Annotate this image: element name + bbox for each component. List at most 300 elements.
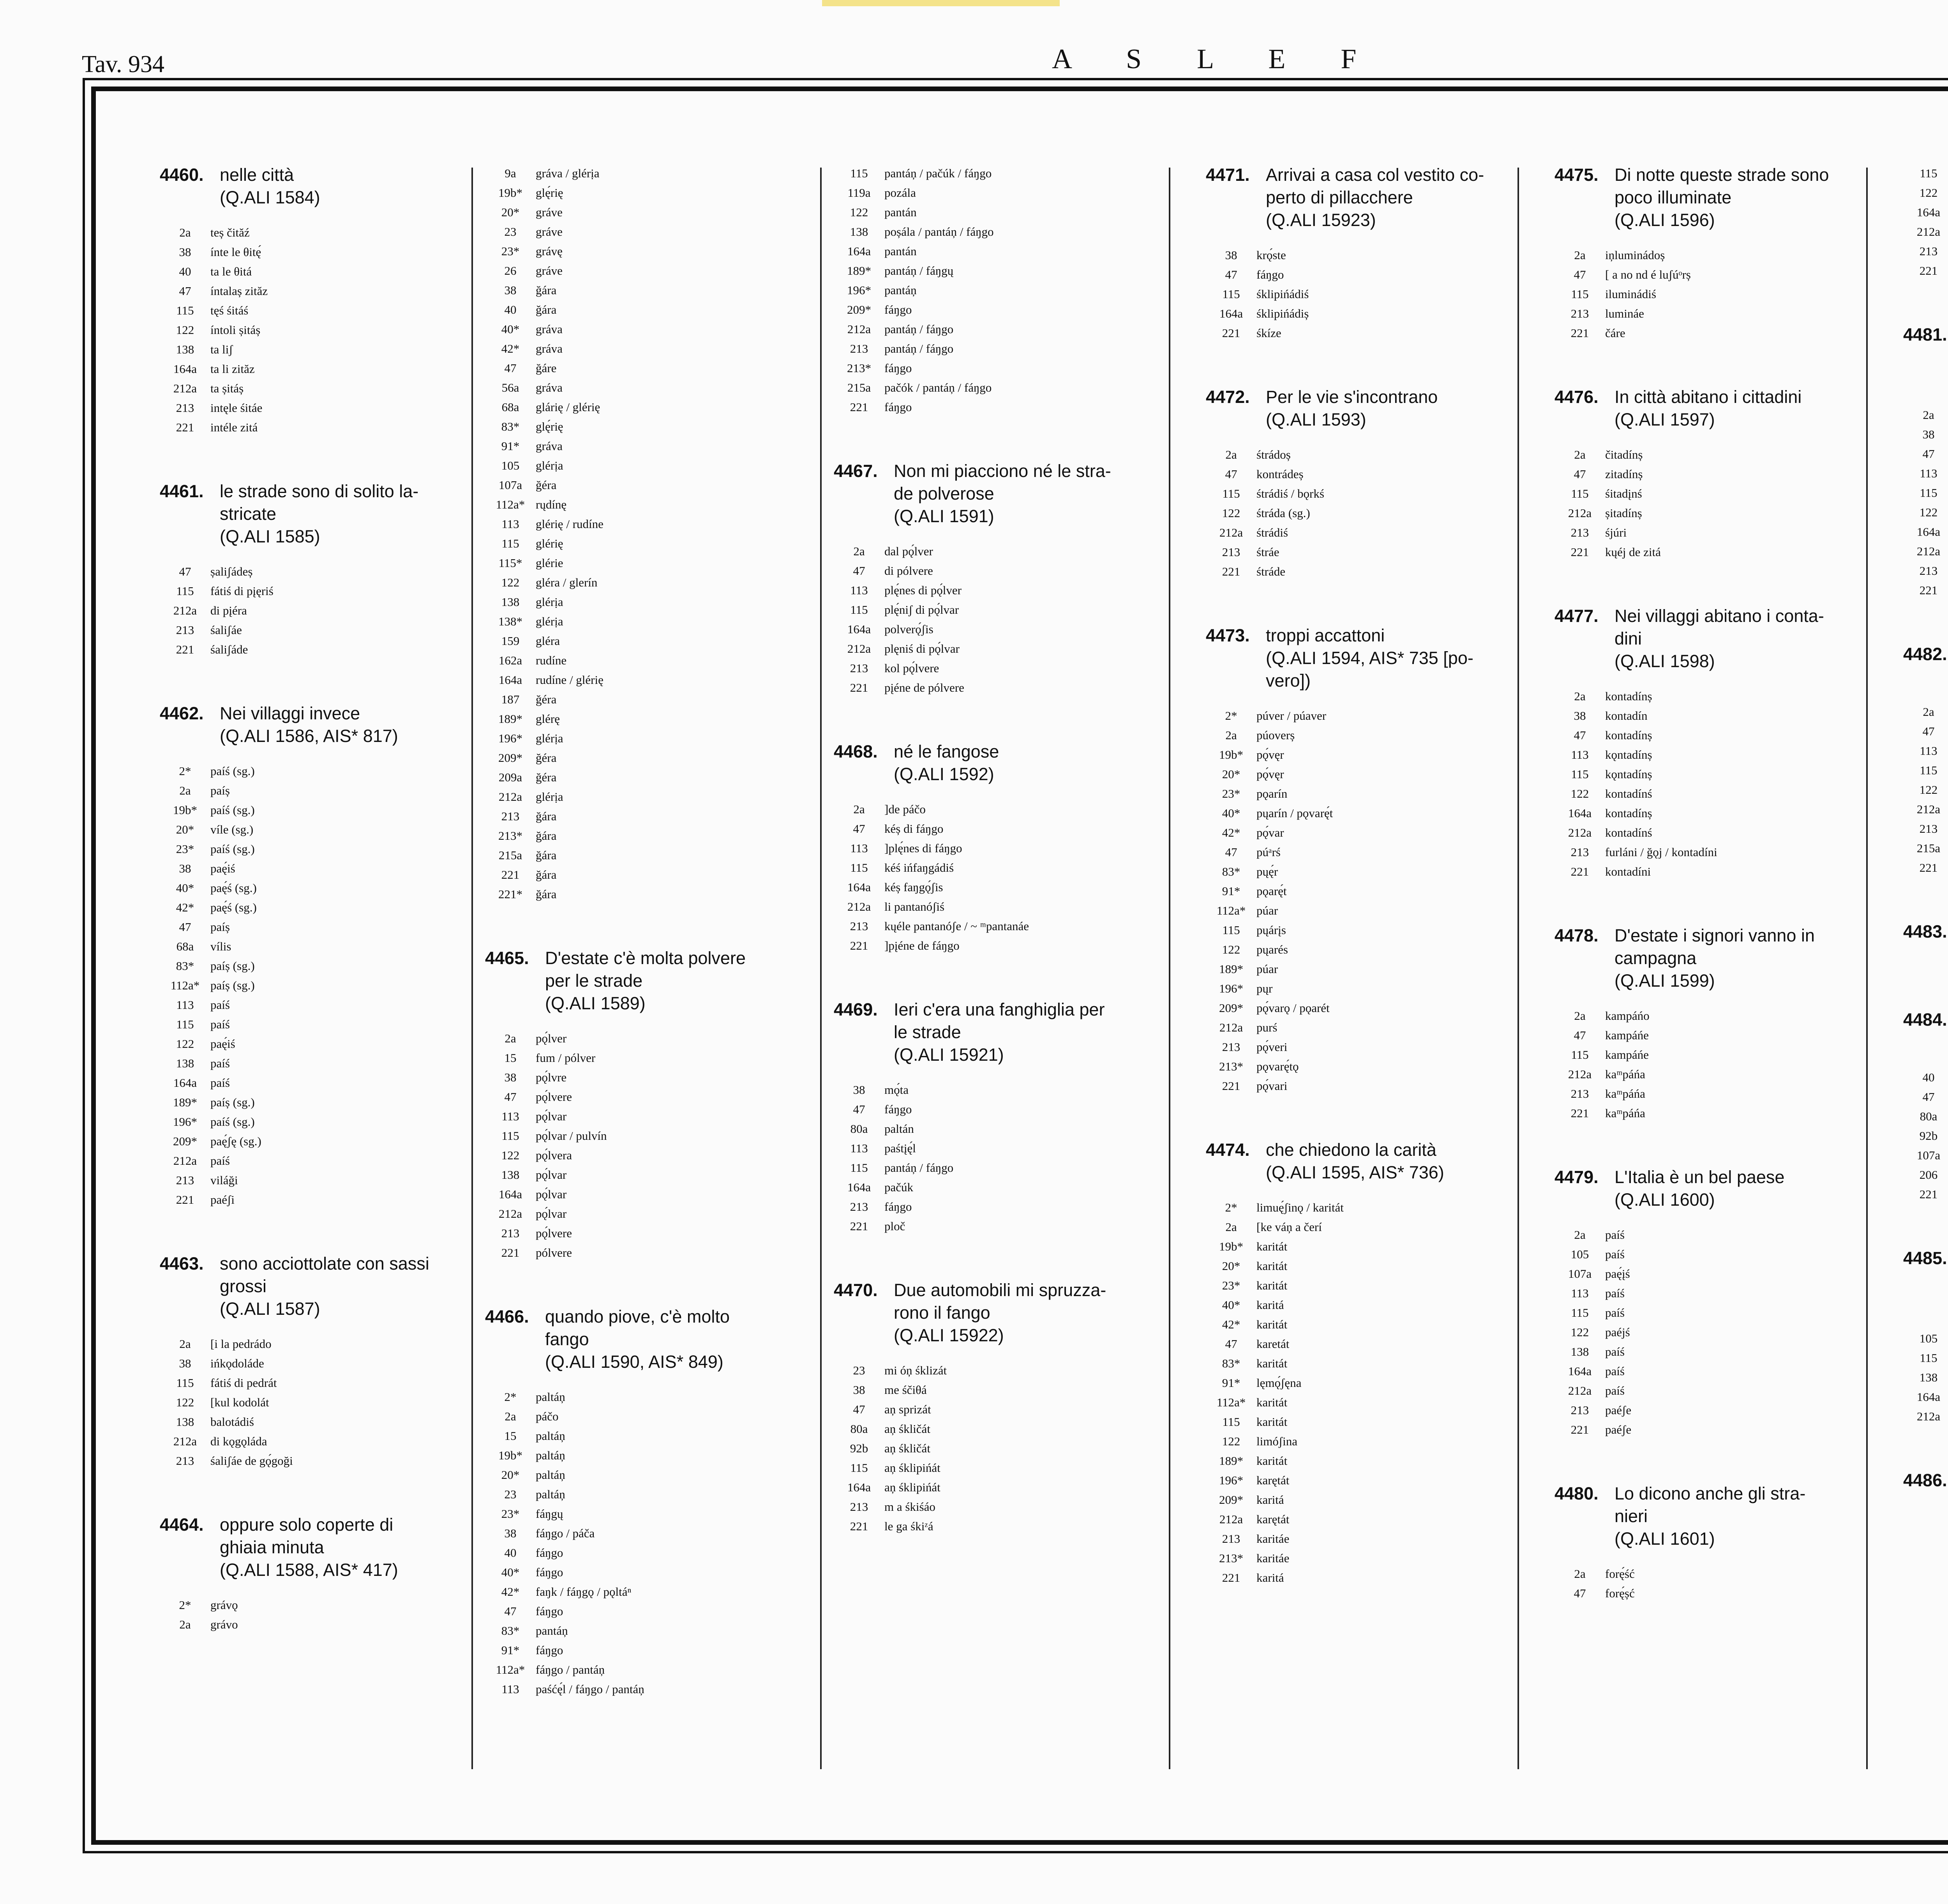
- survey-point: 164a: [498, 673, 522, 687]
- dialect-form: fáŋgo: [536, 1604, 563, 1618]
- list-item: [834, 620, 1161, 639]
- list-item: [485, 885, 812, 904]
- survey-point: 47: [1574, 268, 1586, 281]
- dialect-form: pǫ́lvera: [536, 1148, 572, 1162]
- entry-heading: [1206, 386, 1506, 408]
- entry-heading: [834, 998, 1161, 1044]
- survey-point: 212a: [1219, 1512, 1243, 1526]
- list-item: [1555, 1362, 1854, 1381]
- dialect-form: púᵃrś: [1256, 845, 1281, 859]
- survey-point: 23: [504, 1487, 517, 1501]
- forms-list: [834, 1361, 1161, 1536]
- dialect-form: pantáņ / fáŋgų: [884, 264, 954, 277]
- forms-list: [1903, 164, 1948, 281]
- dialect-form: gráva: [536, 322, 563, 336]
- survey-point: 83*: [176, 959, 194, 973]
- survey-point: 115: [176, 304, 194, 317]
- list-item: [485, 1387, 812, 1407]
- entry: [1555, 605, 1854, 881]
- list-item: [834, 261, 1161, 281]
- dialect-form: le ga śkiᶻá: [884, 1519, 933, 1533]
- list-item: [160, 620, 460, 640]
- dialect-form: čáre: [1605, 326, 1625, 340]
- column-separator: [471, 168, 473, 1769]
- dialect-form: ğára: [536, 829, 557, 842]
- survey-point: 23: [853, 1364, 865, 1377]
- entry-title: D'estate c'è molta polvere per le strade: [545, 948, 746, 991]
- forms-list: [1903, 1068, 1948, 1204]
- dialect-form: glárię / glérię: [536, 400, 600, 414]
- list-item: [485, 1660, 812, 1680]
- list-item: [1555, 1245, 1854, 1264]
- dialect-form: śitadįnś: [1605, 487, 1642, 500]
- survey-point: 47: [1225, 845, 1237, 859]
- entry-title: sono acciottolate con sassi grossi: [220, 1254, 429, 1296]
- survey-point: 80a: [850, 1122, 868, 1136]
- entry-number: 4485.: [1903, 1248, 1947, 1268]
- forms-list: [1555, 246, 1854, 343]
- survey-point: 212a: [498, 1207, 522, 1220]
- survey-point: 213: [501, 1226, 520, 1240]
- list-item: [1903, 1126, 1948, 1146]
- dialect-form: paíś: [210, 1056, 230, 1070]
- survey-point: 212a: [173, 1434, 197, 1448]
- survey-point: 213: [1919, 822, 1938, 835]
- dialect-form: glérịa: [536, 615, 563, 628]
- list-item: [1206, 959, 1506, 979]
- survey-point: 189*: [173, 1095, 197, 1109]
- survey-point: 215a: [498, 848, 522, 862]
- forms-list: [1206, 1198, 1506, 1588]
- survey-point: 213: [1222, 1040, 1240, 1054]
- column-3: [834, 164, 1161, 1536]
- survey-point: 122: [501, 576, 520, 589]
- dialect-form: aņ sprizát: [884, 1402, 931, 1416]
- survey-point: 47: [1574, 1028, 1586, 1042]
- dialect-form: șitadínș: [1605, 506, 1642, 520]
- forms-list: [834, 164, 1161, 417]
- forms-list: [160, 761, 460, 1210]
- dialect-form: glérịa: [536, 595, 563, 609]
- dialect-form: kontadínś: [1605, 787, 1652, 800]
- dialect-form: lęmǫ́ʃęna: [1256, 1376, 1302, 1390]
- list-item: [1903, 561, 1948, 581]
- survey-point: 115: [1920, 166, 1937, 180]
- entry-number: 4470.: [834, 1280, 878, 1300]
- forms-list: [1903, 702, 1948, 878]
- list-item: [834, 1100, 1161, 1119]
- list-item: [834, 320, 1161, 339]
- dialect-form: grávo: [210, 1618, 238, 1631]
- forms-list: [1206, 246, 1506, 343]
- entry: [1903, 1009, 1948, 1204]
- dialect-form: čitadínș: [1605, 448, 1643, 461]
- dialect-form: púoverș: [1256, 728, 1295, 742]
- list-item: [485, 320, 812, 339]
- entry-title: nelle città: [220, 165, 294, 185]
- survey-point: 2*: [504, 1390, 517, 1404]
- survey-point: 221: [1919, 861, 1938, 874]
- survey-point: 23: [504, 225, 517, 238]
- survey-point: 2a: [1574, 689, 1586, 703]
- survey-point: 122: [1919, 783, 1938, 797]
- list-item: [1555, 304, 1854, 323]
- list-item: [1903, 1087, 1948, 1107]
- dialect-form: pǫ́var: [1256, 826, 1284, 839]
- list-item: [160, 800, 460, 820]
- survey-point: 213: [1570, 845, 1589, 859]
- dialect-form: pantáņ / fáŋgo: [884, 342, 954, 355]
- survey-point: 221: [501, 1246, 520, 1259]
- list-item: [1903, 464, 1948, 483]
- list-item: [160, 1393, 460, 1412]
- survey-point: 138: [1570, 1345, 1589, 1358]
- survey-point: 107a: [1568, 1267, 1592, 1281]
- list-item: [1903, 581, 1948, 600]
- list-item: [485, 807, 812, 826]
- list-item: [1903, 483, 1948, 503]
- list-item: [485, 1048, 812, 1068]
- survey-point: 164a: [847, 880, 871, 894]
- list-item: [834, 1217, 1161, 1236]
- survey-point: 221: [176, 1193, 194, 1206]
- list-item: [834, 1119, 1161, 1139]
- list-item: [1206, 1490, 1506, 1510]
- list-item: [1206, 765, 1506, 784]
- list-item: [160, 1373, 460, 1393]
- survey-point: 119a: [847, 186, 871, 200]
- list-item: [1903, 1348, 1948, 1368]
- dialect-form: śklipińádiś: [1256, 287, 1309, 301]
- survey-point: 105: [1570, 1247, 1589, 1261]
- list-item: [485, 1504, 812, 1524]
- entry: [1903, 920, 1948, 966]
- survey-point: 215a: [1916, 841, 1941, 855]
- survey-point: 212a: [1568, 506, 1592, 520]
- dialect-form: fáŋgų: [536, 1507, 563, 1521]
- survey-point: 213: [850, 1500, 868, 1514]
- survey-point: 113: [1571, 748, 1589, 761]
- dialect-form: púar: [1256, 904, 1278, 917]
- list-item: [485, 1204, 812, 1224]
- survey-point: 83*: [1222, 1356, 1240, 1370]
- list-item: [160, 581, 460, 601]
- list-item: [1206, 1373, 1506, 1393]
- list-item: [834, 1178, 1161, 1197]
- list-item: [485, 1146, 812, 1165]
- dialect-form: karitát: [1256, 1395, 1288, 1409]
- survey-point: 213: [501, 809, 520, 823]
- list-item: [834, 183, 1161, 203]
- entry: [485, 947, 812, 1263]
- dialect-form: śtráda (sg.): [1256, 506, 1310, 520]
- dialect-form: ğára: [536, 809, 557, 823]
- entry-title: In città abitano i cittadini: [1615, 387, 1802, 407]
- dialect-form: paíș: [210, 920, 230, 934]
- list-item: [1206, 940, 1506, 959]
- dialect-form: balotádiś: [210, 1415, 254, 1429]
- list-item: [485, 1426, 812, 1446]
- dialect-form: paíś: [210, 1076, 230, 1090]
- list-item: [1903, 800, 1948, 819]
- list-item: [834, 917, 1161, 936]
- dialect-form: rudíne: [536, 654, 567, 667]
- dialect-form: paę́įś: [1605, 1267, 1630, 1281]
- dialect-form: glérịa: [536, 731, 563, 745]
- dialect-form: ğéra: [536, 692, 557, 706]
- dialect-form: kampáńe: [1605, 1028, 1649, 1042]
- entry-number: 4484.: [1903, 1010, 1947, 1030]
- entry: [834, 740, 1161, 956]
- list-item: [160, 898, 460, 917]
- survey-point: 115: [1222, 1415, 1240, 1429]
- survey-point: 213: [1570, 1403, 1589, 1417]
- entry-heading: [160, 1514, 460, 1559]
- list-item: [1903, 203, 1948, 222]
- survey-point: 40*: [501, 1565, 520, 1579]
- dialect-form: intéle zitá: [210, 420, 258, 434]
- list-item: [1555, 1104, 1854, 1123]
- entry-number: 4474.: [1206, 1140, 1250, 1160]
- list-item: [834, 858, 1161, 878]
- list-item: [834, 561, 1161, 581]
- survey-point: 40: [504, 1546, 517, 1560]
- list-item: [485, 183, 812, 203]
- entry-heading: [1206, 164, 1506, 209]
- survey-point: 2*: [1225, 1201, 1237, 1214]
- list-item: [834, 359, 1161, 378]
- list-item: [834, 678, 1161, 698]
- survey-point: 20*: [1222, 767, 1240, 781]
- dialect-form: paltáņ: [536, 1429, 565, 1443]
- list-item: [1555, 542, 1854, 562]
- survey-point: 38: [179, 862, 191, 875]
- survey-point: 20*: [176, 823, 194, 836]
- list-item: [160, 1132, 460, 1151]
- dialect-form: pųárįs: [1256, 923, 1286, 937]
- survey-point: 212a: [173, 604, 197, 617]
- dialect-form: paíś: [1605, 1364, 1625, 1378]
- list-item: [160, 320, 460, 340]
- survey-point: 221: [1222, 326, 1240, 340]
- list-item: [160, 601, 460, 620]
- survey-point: 2a: [853, 544, 865, 558]
- entry-heading: [1555, 1166, 1854, 1189]
- dialect-form: gráva: [536, 381, 563, 394]
- list-item: [1206, 804, 1506, 823]
- survey-point: 115: [1571, 767, 1589, 781]
- entry: [1903, 1469, 1948, 1514]
- entry-number: 4464.: [160, 1515, 204, 1535]
- dialect-form: śtráde: [1256, 565, 1286, 578]
- entry: [834, 460, 1161, 698]
- dialect-form: pųarín / pǫvarę́t: [1256, 806, 1333, 820]
- list-item: [1555, 445, 1854, 465]
- dialect-form: śaliʃáe de gǫ́goği: [210, 1454, 293, 1468]
- survey-point: 221: [176, 643, 194, 656]
- list-item: [160, 976, 460, 995]
- survey-point: 105: [1919, 1332, 1938, 1345]
- list-item: [485, 1126, 812, 1146]
- entry: [834, 164, 1161, 417]
- entry: [1555, 1482, 1854, 1603]
- list-item: [1903, 761, 1948, 780]
- survey-point: 221: [1222, 1571, 1240, 1584]
- entry-reference: [1903, 1492, 1948, 1514]
- list-item: [1903, 242, 1948, 261]
- entry-reference: (Q.ALI 1588, AIS* 417): [220, 1560, 398, 1580]
- survey-point: 221: [1570, 545, 1589, 559]
- list-item: [1555, 1303, 1854, 1323]
- list-item: [160, 878, 460, 898]
- list-item: [485, 592, 812, 612]
- survey-point: 138: [501, 1168, 520, 1182]
- dialect-form: purś: [1256, 1021, 1277, 1034]
- list-item: [485, 651, 812, 670]
- list-item: [485, 612, 812, 631]
- list-item: [1206, 1217, 1506, 1237]
- list-item: [485, 1485, 812, 1504]
- survey-point: 138: [850, 225, 868, 238]
- list-item: [1206, 1393, 1506, 1412]
- entry-number: 4479.: [1555, 1167, 1599, 1187]
- entry-reference: [1903, 1031, 1948, 1054]
- entry: [1555, 164, 1854, 343]
- entry-title: L'Italia è un bel paese: [1615, 1167, 1785, 1187]
- entry-number: 4468.: [834, 742, 878, 761]
- entry-reference: (Q.ALI 15923): [1266, 210, 1376, 230]
- list-item: [485, 1243, 812, 1263]
- dialect-form: glérię: [536, 537, 563, 550]
- list-item: [1555, 726, 1854, 745]
- list-item: [485, 378, 812, 397]
- dialect-form: șaliʃádeș: [210, 565, 253, 578]
- dialect-form: furláni / ğǫj / kontadíni: [1605, 845, 1717, 859]
- survey-point: 164a: [847, 1480, 871, 1494]
- survey-point: 38: [853, 1383, 865, 1397]
- entry-heading: [1903, 643, 1948, 666]
- dialect-form: kųéle pantanóʃe / ~ ᵐpantanáe: [884, 919, 1029, 933]
- dialect-form: mi óņ śklizát: [884, 1364, 947, 1377]
- list-item: [1206, 979, 1506, 998]
- list-item: [1903, 858, 1948, 878]
- dialect-form: pǫ́lvere: [536, 1090, 572, 1104]
- list-item: [1206, 726, 1506, 745]
- dialect-form: kǫntadínș: [1605, 767, 1652, 781]
- dialect-form: karitát: [1256, 1356, 1288, 1370]
- dialect-form: krǫ́ste: [1256, 248, 1286, 262]
- column-2: [485, 164, 812, 1699]
- list-item: [485, 1680, 812, 1699]
- entry-reference: (Q.ALI 1586, AIS* 817): [220, 726, 398, 746]
- list-item: [485, 553, 812, 573]
- list-item: [1903, 222, 1948, 242]
- survey-point: 47: [853, 1402, 865, 1416]
- dialect-form: plę́niʃ di pǫ́lvar: [884, 603, 959, 616]
- survey-point: 47: [853, 564, 865, 578]
- atlas-title: A S L E F: [1052, 43, 1381, 74]
- dialect-form: fáŋgo / pantáņ: [536, 1663, 605, 1676]
- dialect-form: pǫ́lvar: [536, 1207, 567, 1220]
- list-item: [1206, 1037, 1506, 1057]
- survey-point: 164a: [1219, 307, 1243, 320]
- entry-reference: (Q.ALI 1597): [1615, 410, 1715, 429]
- survey-point: 209*: [847, 303, 871, 316]
- survey-point: 213: [850, 342, 868, 355]
- dialect-form: lumináe: [1605, 307, 1644, 320]
- survey-point: 42*: [1222, 1318, 1240, 1331]
- entry: [1903, 1247, 1948, 1426]
- survey-point: 212a: [1219, 1021, 1243, 1034]
- entry-number: 4467.: [834, 461, 878, 481]
- yellow-tape-strip: [822, 0, 1060, 6]
- dialect-form: glérie: [536, 556, 563, 570]
- entry-reference: (Q.ALI 15921): [894, 1045, 1004, 1065]
- forms-list: [160, 223, 460, 437]
- dialect-form: fum / pólver: [536, 1051, 596, 1065]
- dialect-form: paíś: [1605, 1306, 1625, 1319]
- list-item: [834, 878, 1161, 897]
- survey-point: 138: [501, 595, 520, 609]
- list-item: [160, 301, 460, 320]
- survey-point: 221: [1570, 1106, 1589, 1120]
- list-item: [1206, 1510, 1506, 1529]
- survey-point: 164a: [173, 362, 197, 376]
- dialect-form: di kǫgǫláda: [210, 1434, 267, 1448]
- list-item: [485, 475, 812, 495]
- dialect-form: pǫ́lvar / pulvín: [536, 1129, 607, 1143]
- dialect-form: fáŋgo: [536, 1565, 563, 1579]
- dialect-form: kontadíni: [1605, 865, 1651, 878]
- list-item: [834, 1158, 1161, 1178]
- survey-point: 213: [1570, 526, 1589, 539]
- survey-point: 115: [176, 584, 194, 598]
- survey-point: 47: [1574, 1586, 1586, 1600]
- survey-point: 38: [853, 1083, 865, 1097]
- dialect-form: pantán: [884, 205, 917, 219]
- survey-point: 213: [1570, 307, 1589, 320]
- entry-heading: [1903, 323, 1948, 369]
- entry-title: troppi accattoni: [1266, 625, 1385, 645]
- survey-point: 213: [176, 1454, 194, 1468]
- list-item: [160, 820, 460, 839]
- list-item: [1206, 1018, 1506, 1037]
- list-item: [1903, 542, 1948, 561]
- entry-number: 4480.: [1555, 1484, 1599, 1503]
- survey-point: 189*: [1219, 962, 1243, 976]
- survey-point: 47: [504, 1090, 517, 1104]
- entry-number: 4461.: [160, 481, 204, 501]
- list-item: [485, 1068, 812, 1087]
- survey-point: 113: [1920, 744, 1937, 758]
- dialect-form: pantáņ / fáŋgo: [884, 322, 954, 336]
- dialect-form: kampáńe: [1605, 1048, 1649, 1062]
- list-item: [485, 631, 812, 651]
- list-item: [1555, 1564, 1854, 1584]
- forms-list: [485, 164, 812, 904]
- survey-point: 212a: [847, 900, 871, 913]
- list-item: [160, 1334, 460, 1354]
- entry-reference: (Q.ALI 1594, AIS* 735 [po- vero]): [1266, 648, 1473, 691]
- list-item: [1555, 804, 1854, 823]
- survey-point: 91*: [1222, 1376, 1240, 1390]
- dialect-form: śtrádiś / bǫrkś: [1256, 487, 1324, 500]
- entry-number: 4460.: [160, 165, 204, 185]
- survey-point: 115: [1571, 287, 1589, 301]
- survey-point: 19b*: [1219, 1240, 1243, 1253]
- entry-heading: [1206, 1139, 1506, 1161]
- survey-point: 113: [850, 583, 868, 597]
